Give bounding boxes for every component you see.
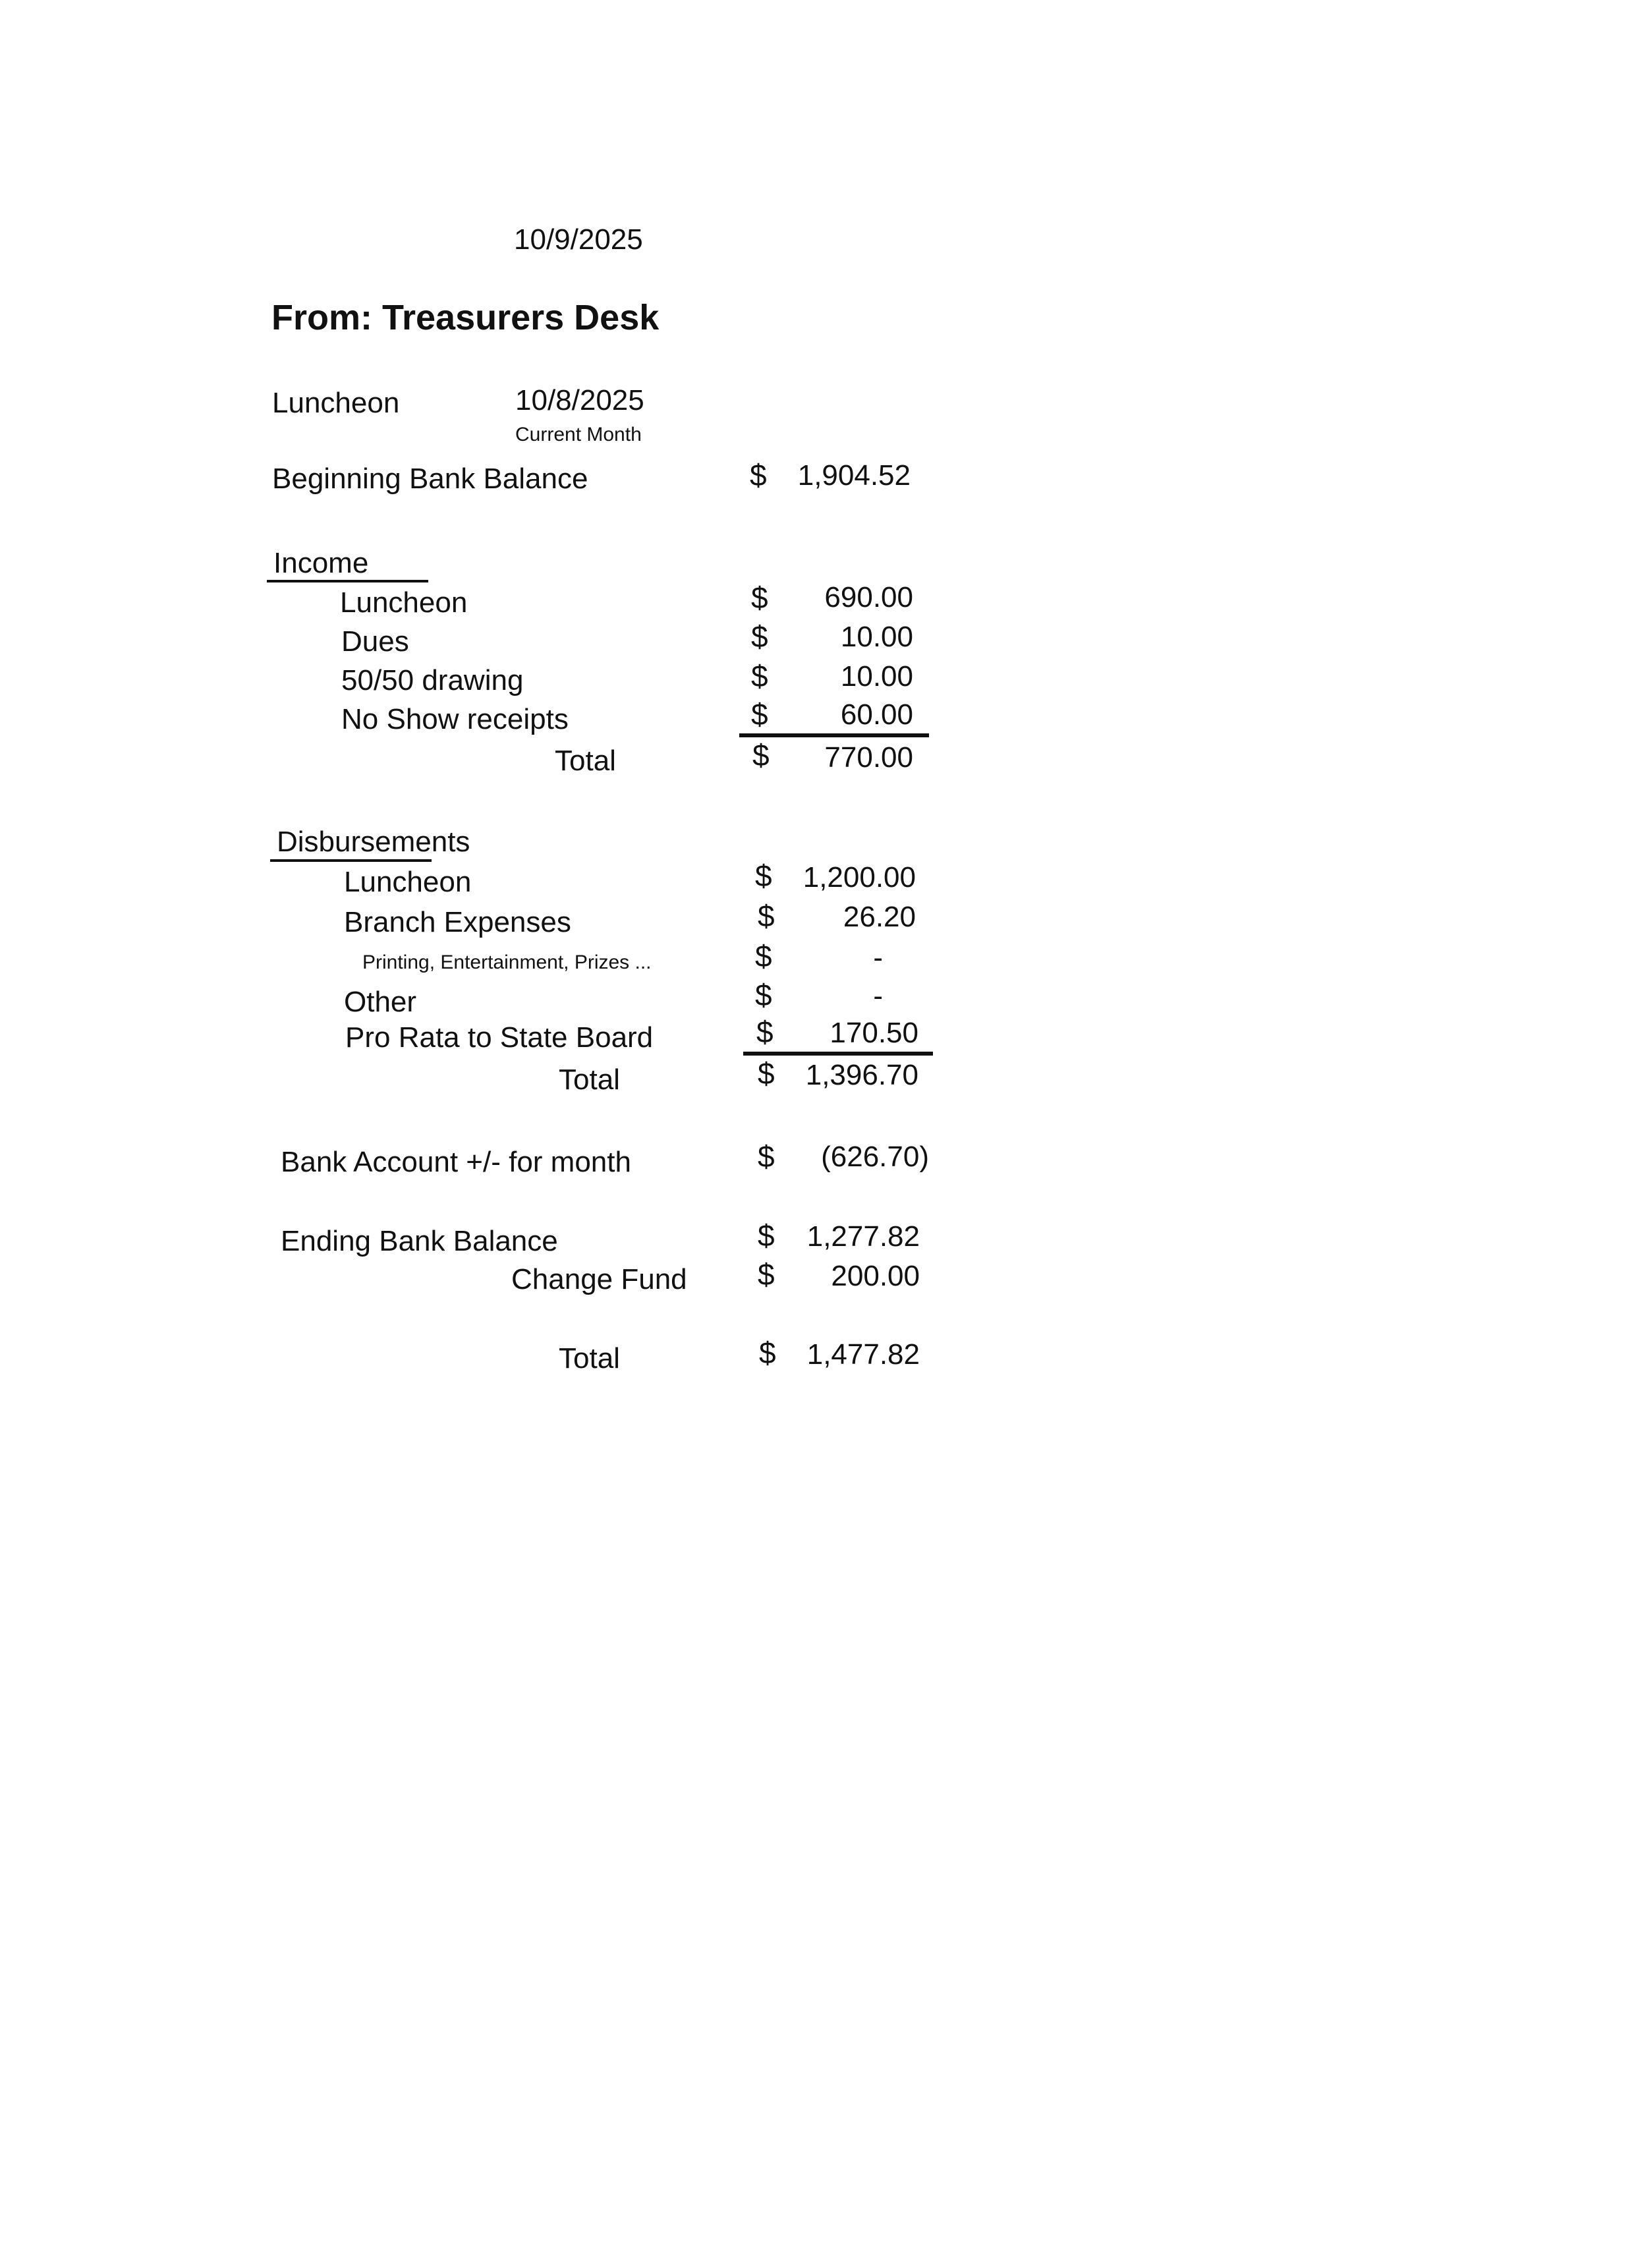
income-item-label: Dues (341, 625, 409, 658)
change-fund-amount: 200.00 (831, 1260, 920, 1292)
dollar-sign: $ (758, 1218, 775, 1253)
change-fund-label: Change Fund (511, 1263, 687, 1295)
dollar-sign: $ (751, 697, 768, 731)
ending-balance-label: Ending Bank Balance (281, 1225, 558, 1257)
event-date: 10/8/2025 (515, 384, 644, 416)
dollar-sign: $ (758, 1056, 775, 1091)
income-heading-underline (267, 580, 428, 582)
dollar-sign: $ (756, 1015, 774, 1049)
event-label: Luncheon (272, 387, 400, 419)
dollar-sign: $ (751, 659, 768, 693)
disbursements-total-rule (743, 1052, 933, 1056)
dollar-sign: $ (759, 1336, 776, 1370)
report-title: From: Treasurers Desk (271, 298, 660, 337)
beginning-balance-amount: 1,904.52 (797, 459, 911, 492)
dollar-sign: $ (758, 1139, 775, 1174)
income-total-amount: 770.00 (824, 741, 913, 774)
disbursement-item-amount: 26.20 (843, 901, 916, 933)
income-item-label: 50/50 drawing (341, 664, 524, 696)
income-heading: Income (273, 547, 369, 579)
ending-balance-amount: 1,277.82 (806, 1220, 920, 1253)
income-total-rule (739, 733, 929, 737)
dollar-sign: $ (751, 619, 768, 654)
dollar-sign: $ (751, 581, 768, 615)
disbursement-item-label: Branch Expenses (344, 906, 571, 938)
disbursement-item-label: Luncheon (344, 866, 472, 898)
disbursement-item-amount: - (873, 942, 883, 974)
dollar-sign: $ (758, 899, 775, 933)
disbursement-item-amount: - (873, 980, 883, 1012)
dollar-sign: $ (755, 939, 772, 973)
disbursement-item-label: Printing, Entertainment, Prizes ... (362, 951, 652, 973)
income-item-amount: 690.00 (824, 581, 913, 613)
net-change-label: Bank Account +/- for month (281, 1146, 631, 1178)
disbursement-item-amount: 1,200.00 (803, 861, 916, 893)
income-item-amount: 10.00 (840, 621, 913, 653)
disbursements-total-amount: 1,396.70 (805, 1059, 918, 1091)
disbursement-item-label: Pro Rata to State Board (345, 1021, 654, 1054)
income-item-amount: 10.00 (840, 660, 913, 693)
dollar-sign: $ (758, 1257, 775, 1291)
dollar-sign: $ (755, 859, 772, 893)
disbursements-total-label: Total (559, 1063, 620, 1096)
net-change-amount: (626.70) (821, 1141, 929, 1173)
income-item-amount: 60.00 (840, 698, 913, 731)
dollar-sign: $ (750, 458, 767, 492)
period-label: Current Month (515, 424, 642, 445)
grand-total-amount: 1,477.82 (806, 1338, 920, 1371)
income-item-label: No Show receipts (341, 703, 569, 735)
report-date: 10/9/2025 (514, 223, 643, 256)
grand-total-label: Total (559, 1342, 620, 1375)
beginning-balance-label: Beginning Bank Balance (272, 463, 588, 495)
dollar-sign: $ (752, 738, 770, 772)
dollar-sign: $ (755, 978, 772, 1012)
income-total-label: Total (555, 745, 616, 777)
disbursements-heading: Disbursements (277, 826, 470, 858)
disbursements-heading-underline (270, 859, 432, 862)
disbursement-item-label: Other (344, 986, 417, 1018)
income-item-label: Luncheon (340, 586, 468, 619)
disbursement-item-amount: 170.50 (830, 1017, 918, 1049)
